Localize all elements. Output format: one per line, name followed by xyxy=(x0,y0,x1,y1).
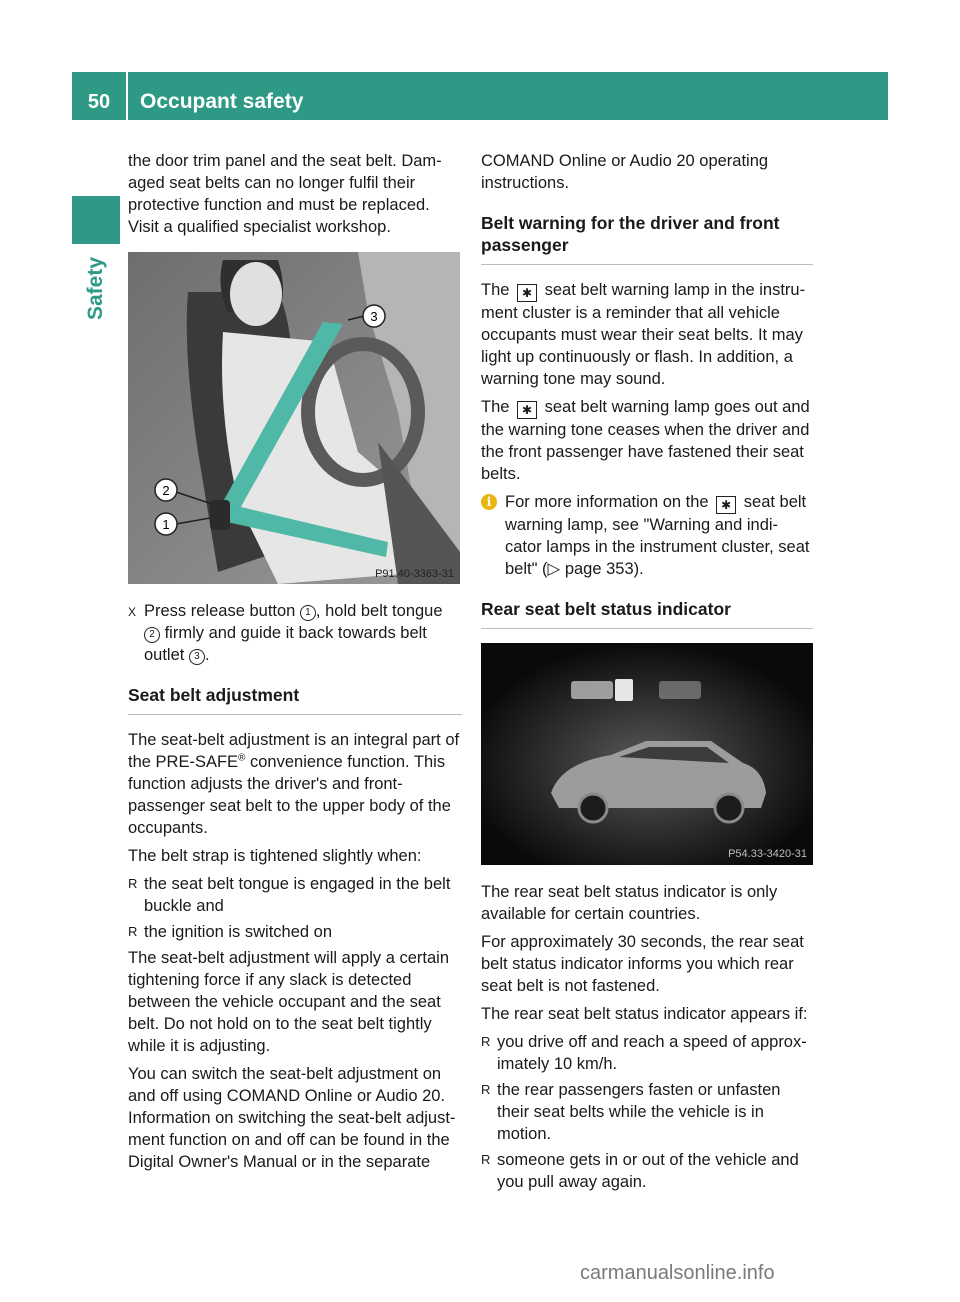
step-marker: X xyxy=(128,605,137,619)
rear-belt-status-figure xyxy=(481,643,813,865)
side-tab-marker xyxy=(72,196,120,244)
page-number: 50 xyxy=(87,91,111,113)
left-column xyxy=(128,150,462,1179)
warning-paragraph-2: The ✱ seat belt warning lamp goes out and the warning tone ceases when the driver and the front passenger have fastened their seat belts. xyxy=(481,398,810,483)
belt-icon-left xyxy=(571,681,613,699)
heading-seat-belt-adjustment: Seat belt adjustment xyxy=(128,684,462,715)
car-wheel-rear xyxy=(715,794,743,822)
right-column xyxy=(481,150,813,1197)
intro-paragraph: the door trim panel and the seat belt. Dam- aged seat belts can no longer fulfil their protective function and must be replaced. Visit a qualified specialist workshop. xyxy=(128,152,442,236)
belt-buckle xyxy=(210,500,230,530)
list-item: R the rear passengers fasten or unfasten their seat belts while the vehicle is in motion. xyxy=(481,1081,781,1143)
callout-3 xyxy=(363,305,385,327)
ref-1: 1 xyxy=(300,605,316,621)
callout-2 xyxy=(155,479,177,501)
info-note: i For more information on the ✱ seat belt warning lamp, see "Warning and indi- cator lamps in the instrument cluster, seat belt" (▷ page 353). xyxy=(481,491,813,580)
rear-paragraph-1: The rear seat belt status indicator is only available for certain countries. xyxy=(481,883,778,923)
callout-1 xyxy=(155,513,177,535)
info-icon: i xyxy=(481,494,497,510)
warning-paragraph-1: The ✱ seat belt warning lamp in the instru- ment cluster is a reminder that all vehicle occupants must wear their seat belts. It may light up continuously or flash. In addition, a warning tone may sound. xyxy=(481,281,806,388)
ref-3: 3 xyxy=(189,649,205,665)
belt-icon-right xyxy=(659,681,701,699)
page-ref-arrow-icon: ▷ xyxy=(547,560,561,578)
watermark: carmanualsonline.info xyxy=(580,1262,775,1284)
heading-rear-seat-belt-status: Rear seat belt status indicator xyxy=(481,598,813,629)
seat-belt-warning-icon: ✱ xyxy=(517,401,537,419)
instruction-step: X Press release button 1 , hold belt tongue 2 firmly and guide it back towards belt outlet 3 . xyxy=(128,602,443,664)
callout-2-label: 2 xyxy=(162,483,170,498)
section-title: Occupant safety xyxy=(140,90,304,113)
adjust-paragraph-1: The seat-belt adjustment is an integral part of the PRE-SAFE® convenience function. This function adjusts the driver's and front- passenger seat belt to the upper body of the occupants. xyxy=(128,731,460,837)
occupant-head xyxy=(230,262,282,326)
list-item: R the ignition is switched on xyxy=(128,923,333,941)
adjust-paragraph-3: The seat-belt adjustment will apply a certain tightening force if any slack is detected between the vehicle occupant and the seat belt. Do not hold on to the seat belt tightly while it is adjusting. xyxy=(128,949,449,1055)
ref-2: 2 xyxy=(144,627,160,643)
list-item: R you drive off and reach a speed of approx- imately 10 km/h. xyxy=(481,1033,807,1073)
header-divider xyxy=(126,72,128,120)
car-wheel-front xyxy=(579,794,607,822)
adjust-paragraph-2: The belt strap is tightened slightly when: xyxy=(128,847,422,865)
belt-icon-buckle xyxy=(615,679,633,701)
seat-belt-warning-icon: ✱ xyxy=(716,496,736,514)
list-item: R someone gets in or out of the vehicle and you pull away again. xyxy=(481,1151,799,1191)
callout-3-label: 3 xyxy=(370,309,378,324)
heading-belt-warning: Belt warning for the driver and front passenger xyxy=(481,212,813,265)
figure2-code: P54.33-3420-31 xyxy=(728,848,807,860)
seat-belt-warning-icon: ✱ xyxy=(517,284,537,302)
continued-paragraph: COMAND Online or Audio 20 operating instructions. xyxy=(481,152,769,192)
adjust-paragraph-4: You can switch the seat-belt adjustment on and off using COMAND Online or Audio 20. Information on switching the seat-belt adjust- ment function on and off can be found in the Digital Owner's Manual or in the separate xyxy=(128,1065,456,1171)
side-chapter-label: Safety xyxy=(84,256,107,320)
rear-paragraph-3: The rear seat belt status indicator appears if: xyxy=(481,1005,808,1023)
rear-paragraph-2: For approximately 30 seconds, the rear seat belt status indicator informs you which rear seat belt is not fastened. xyxy=(481,933,804,995)
list-item: R the seat belt tongue is engaged in the belt buckle and xyxy=(128,875,451,915)
callout-1-label: 1 xyxy=(162,517,170,532)
seat-belt-figure xyxy=(128,252,460,584)
figure1-code: P91.40-3363-31 xyxy=(375,568,454,580)
